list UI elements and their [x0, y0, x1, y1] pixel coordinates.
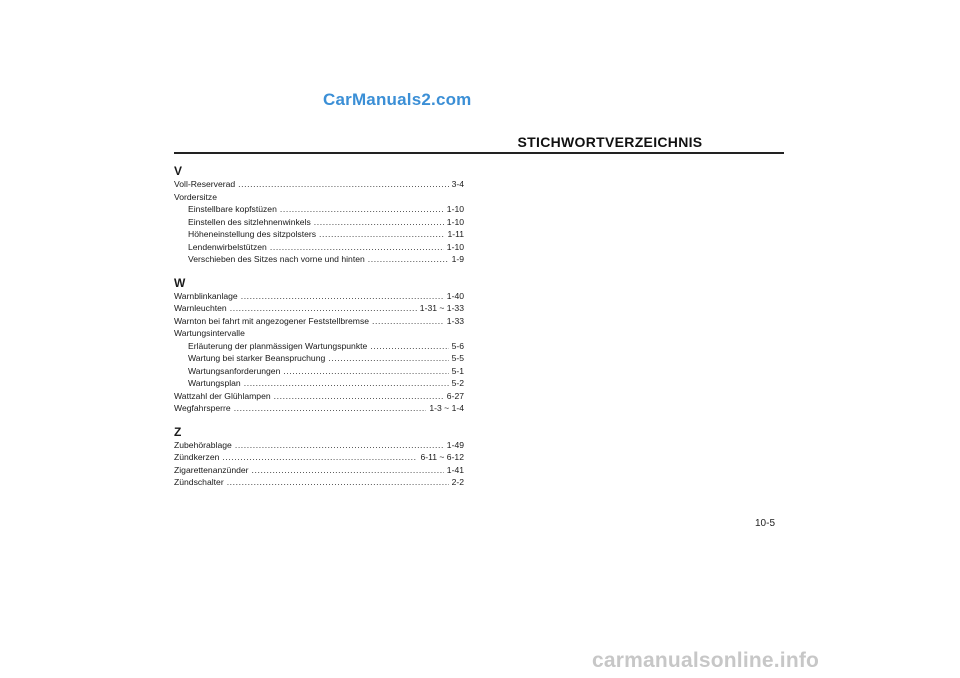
index-entry-leader: [283, 365, 448, 378]
index-entry-page: 1-41: [446, 464, 464, 475]
index-entry: [174, 365, 464, 378]
index-entry-label: Einstellen des sitzlehnenwinkels: [188, 216, 311, 227]
page-header: [0, 134, 960, 150]
index-entry-label: Wattzahl der Glühlampen: [174, 390, 271, 401]
index-entry-leader: [241, 290, 444, 303]
index-entry-label: Einstellbare kopfstüzen: [188, 204, 277, 214]
index-entry: [174, 253, 464, 266]
index-entry: [174, 340, 464, 353]
index-entry-leader: [222, 451, 417, 464]
index-entry-label: Zigarettenanzünder: [174, 464, 249, 475]
index-entry: [174, 302, 464, 315]
index-entry-page: 5-2: [451, 378, 464, 388]
index-entry-page: 1-11: [447, 229, 464, 239]
index-entry-page: 6-11 ~ 6-12: [420, 452, 464, 462]
index-entry: [174, 290, 464, 303]
index-entry-page: 5-6: [451, 340, 464, 351]
index-entry: [174, 216, 464, 229]
index-entry-leader: [244, 377, 449, 390]
index-entry-label: Wartungsanforderungen: [188, 365, 281, 376]
index-entry-page: 3-4: [451, 179, 464, 189]
index-entry-label: Wegfahrsperre: [174, 403, 231, 413]
index-entry-leader: [370, 340, 448, 353]
index-entry: [174, 439, 464, 452]
index-entry: [174, 352, 464, 365]
index-entry: [174, 402, 464, 415]
index-entry-label: Warnblinkanlage: [174, 290, 238, 301]
index-entry-label: Wartungsplan: [188, 378, 241, 388]
index-entry: [174, 241, 464, 254]
index-entry-leader: [234, 402, 427, 415]
index-entry-leader: [280, 203, 444, 216]
index-entry-label: Lendenwirbelstützen: [188, 241, 267, 252]
index-entry-label: Zubehörablage: [174, 439, 232, 450]
index-entry-leader: [319, 228, 444, 241]
index-entry-page: 6-27: [446, 390, 464, 401]
index-entry: [174, 191, 464, 204]
section-letter: W: [174, 275, 186, 290]
section-letter: Z: [174, 424, 182, 439]
index-entry-page: 1-3 ~ 1-4: [429, 403, 464, 413]
page-title: STICHWORTVERZEICHNIS: [517, 134, 703, 150]
index-entry-label: Wartungsintervalle: [174, 328, 245, 338]
index-entry-leader: [252, 464, 444, 477]
section-letter: V: [174, 164, 183, 178]
index-entry: [174, 451, 464, 464]
index-entry-label: Zündschalter: [174, 477, 224, 487]
index-entry-page: 5-5: [451, 353, 464, 363]
header-divider: [174, 152, 784, 154]
index-entry-leader: [314, 216, 444, 229]
index-entry-page: 1-49: [446, 439, 464, 450]
index-entry-page: 1-10: [446, 241, 464, 252]
index-entry-label: Voll-Reserverad: [174, 179, 236, 189]
index-entry: [174, 464, 464, 477]
index-entry-label: Zündkerzen: [174, 452, 220, 462]
index-entry-leader: [368, 253, 449, 266]
index-entry-leader: [270, 241, 444, 254]
watermark-top-logo: CarManuals2.com: [323, 90, 472, 109]
index-entry-leader: [372, 315, 444, 328]
index-entry: [174, 315, 464, 328]
index-entry: [174, 228, 464, 241]
index-entry-label: Warnton bei fahrt mit angezogener Feststellbremse: [174, 315, 370, 326]
index-entry-page: 1-9: [451, 254, 464, 264]
index-entry-label: Erläuterung der planmässigen Wartungspunkte: [188, 340, 368, 351]
index-entry-page: 1-10: [446, 216, 464, 227]
index-entry: [174, 178, 464, 191]
index-entry-label: Höheneinstellung des sitzpolsters: [188, 229, 317, 239]
index-entry-page: 5-1: [451, 365, 464, 376]
index-entry: [174, 476, 464, 489]
index-entry: [174, 327, 464, 340]
index-entry-leader: [230, 302, 417, 315]
index-entry: [174, 377, 464, 390]
watermark-bottom-logo: carmanualsonline.info: [592, 649, 820, 672]
index-entry-label: Vordersitze: [174, 191, 217, 202]
index-entry-leader: [235, 439, 444, 452]
index-entry-leader: [274, 390, 444, 403]
index-entry-page: 2-2: [451, 477, 464, 487]
index-entry-page: 1-10: [446, 204, 464, 214]
index-entry-label: Verschieben des Sitzes nach vorne und hinten: [188, 254, 365, 264]
index-entry-page: 1-40: [446, 290, 464, 301]
index-entry-label: Warnleuchten: [174, 303, 227, 313]
index-entry: [174, 390, 464, 403]
page-number: 10-5: [755, 518, 776, 529]
index-entry: [174, 203, 464, 216]
index-entry-page: 1-33: [446, 315, 464, 326]
index-list: [174, 164, 464, 489]
index-entry-label: Wartung bei starker Beanspruchung: [188, 353, 326, 363]
index-entry-leader: [238, 178, 448, 191]
index-entry-leader: [227, 476, 449, 489]
index-entry-page: 1-31 ~ 1-33: [419, 303, 464, 313]
index-entry-leader: [328, 352, 448, 365]
